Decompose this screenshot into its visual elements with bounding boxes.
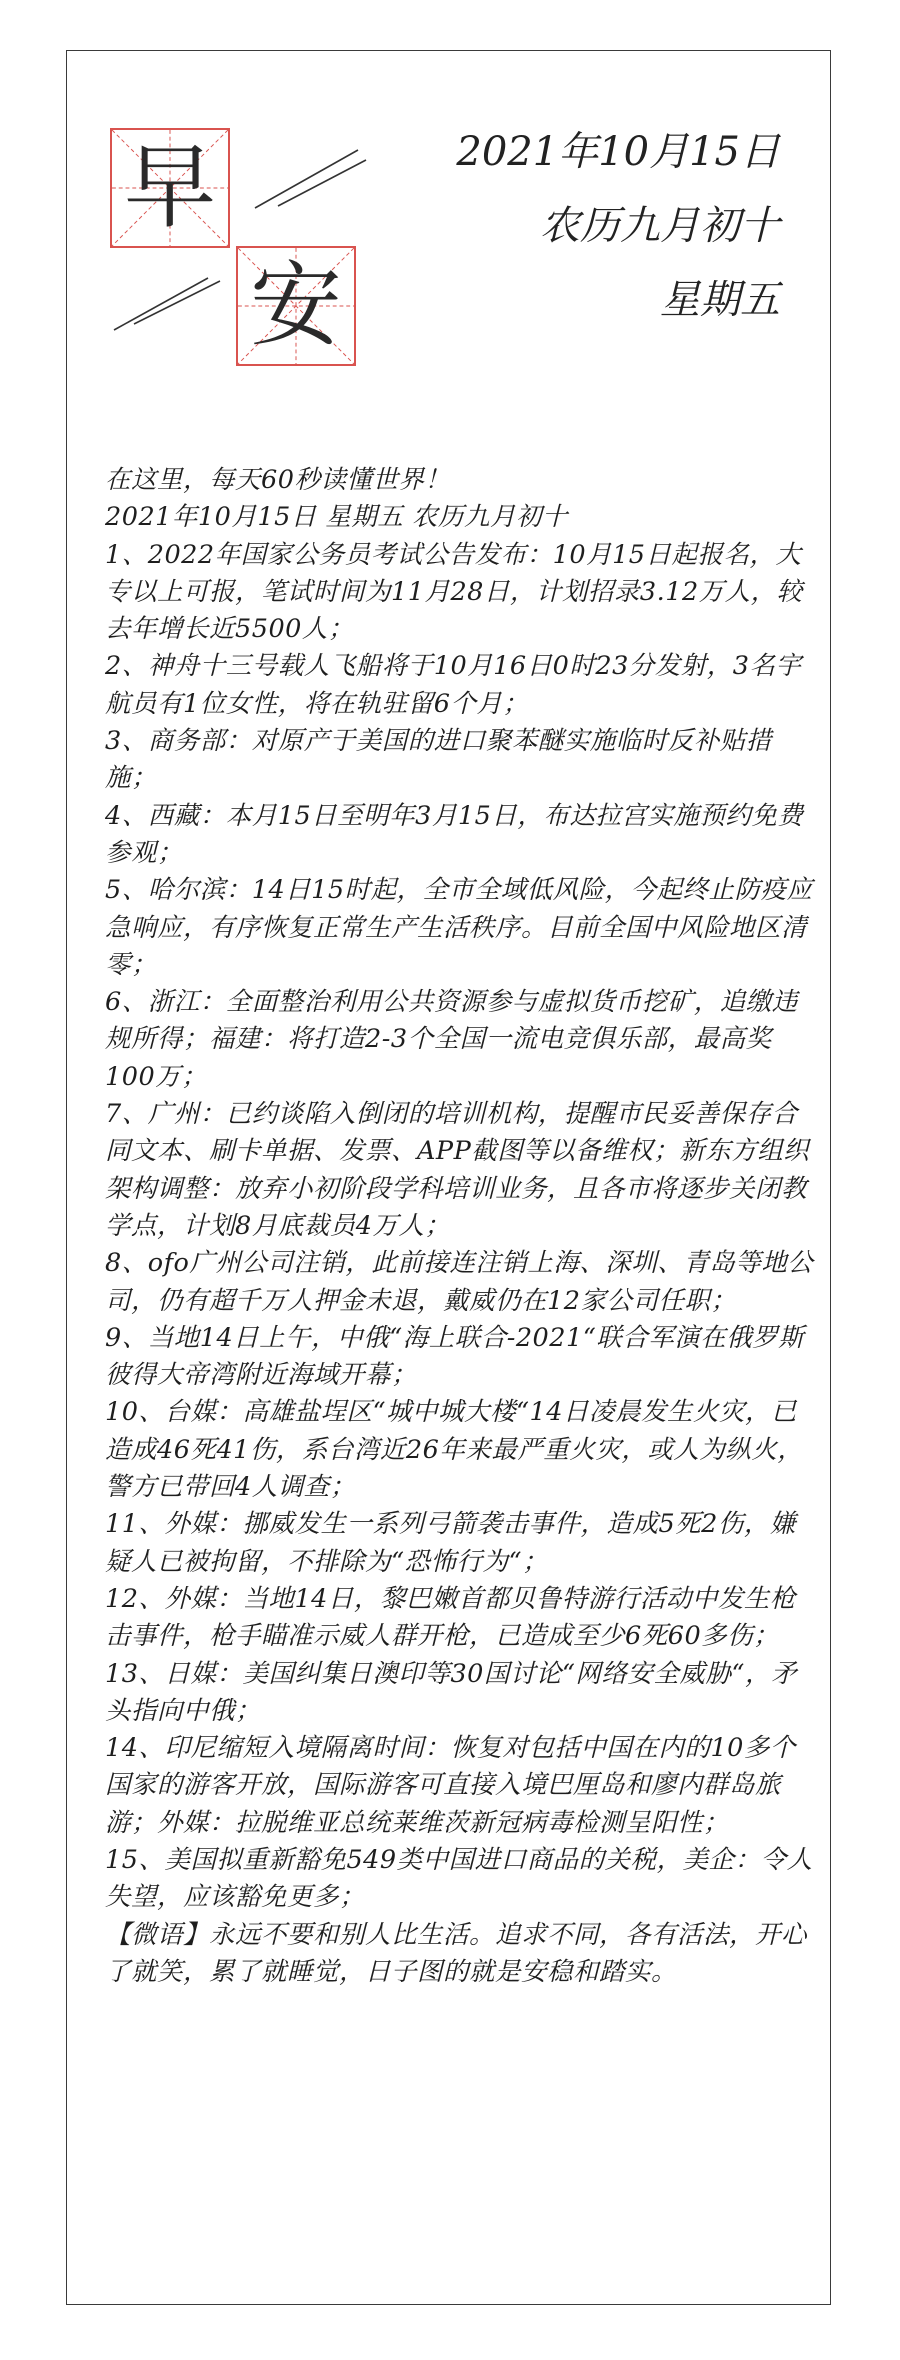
lunar-date: 农历九月初十 [540, 203, 780, 249]
news-item: 6、浙江：全面整治利用公共资源参与虚拟货币挖矿，追缴违规所得；福建：将打造2-3个全国一流电竞俱乐部，最高奖100万； [105, 987, 798, 1092]
date-block [456, 130, 780, 322]
news-item: 5、哈尔滨：14日15时起，全市全域低风险，今起终止防疫应急响应，有序恢复正常生产生活秩序。目前全国中风险地区清零； [105, 875, 813, 980]
title-char-an: 安 [249, 252, 342, 359]
title-char-box-zao [110, 128, 230, 248]
news-item: 12、外媒：当地14日，黎巴嫩首都贝鲁特游行活动中发生枪击事件，枪手瞄准示威人群开枪，已造成至少6死60多伤； [105, 1583, 796, 1652]
title-char-box-an [236, 246, 356, 366]
intro-line: 在这里，每天60秒读懂世界！ [105, 465, 451, 495]
news-item: 7、广州：已约谈陷入倒闭的培训机构，提醒市民妥善保存合同文本、刷卡单据、发票、APP截图等以备维权；新东方组织架构调整：放弃小初阶段学科培训业务，且各市将逐步关闭教学点，计划8月底裁员4万人； [105, 1099, 810, 1241]
news-item: 1、2022年国家公务员考试公告发布：10月15日起报名，大专以上可报，笔试时间为11月28日，计划招录3.12万人，较去年增长近5500人； [105, 539, 803, 645]
news-item: 8、ofo广州公司注销，此前接连注销上海、深圳、青岛等地公司，仍有超千万人押金未退，戴威仍在12家公司任职； [105, 1248, 814, 1316]
news-item: 13、日媒：美国纠集日澳印等30国讨论“网络安全威胁“，矛头指向中俄； [105, 1658, 797, 1726]
news-item: 14、印尼缩短入境隔离时间：恢复对包括中国在内的10多个国家的游客开放，国际游客可直接入境巴厘岛和廖内群岛旅游；外媒：拉脱维亚总统莱维茨新冠病毒检测呈阳性； [105, 1733, 796, 1838]
news-item: 10、台媒：高雄盐埕区“城中城大楼“14日凌晨发生火灾，已造成46死41伤，系台湾近26年来最严重火灾，或人为纵火，警方已带回4人调查； [105, 1397, 804, 1503]
news-content [105, 462, 820, 1991]
weekday: 星期五 [660, 277, 780, 323]
news-item: 11、外媒：挪威发生一系列弓箭袭击事件，造成5死2伤，嫌疑人已被拘留，不排除为“恐怖行为“； [105, 1509, 796, 1577]
news-item: 3、商务部：对原产于美国的进口聚苯醚实施临时反补贴措施； [105, 726, 772, 794]
news-item: 4、西藏：本月15日至明年3月15日，布达拉宫实施预约免费参观； [105, 800, 804, 868]
news-item: 9、当地14日上午，中俄“海上联合-2021“联合军演在俄罗斯彼得大帝湾附近海域开幕； [105, 1322, 805, 1391]
date-summary-line: 2021年10月15日 星期五 农历九月初十 [105, 502, 569, 533]
quote-line: 【微语】永远不要和别人比生活。追求不同，各有活法，开心了就笑，累了就睡觉，日子图的就是安稳和踏实。 [105, 1919, 808, 1987]
title-char-zao: 早 [123, 134, 216, 241]
news-item: 2、神舟十三号载人飞船将于10月16日0时23分发射，3名宇航员有1位女性，将在轨驻留6个月； [105, 651, 802, 719]
solar-date: 2021年10月15日 [456, 129, 780, 175]
news-item: 15、美国拟重新豁免549类中国进口商品的关税，美企：令人失望，应该豁免更多； [105, 1844, 813, 1913]
